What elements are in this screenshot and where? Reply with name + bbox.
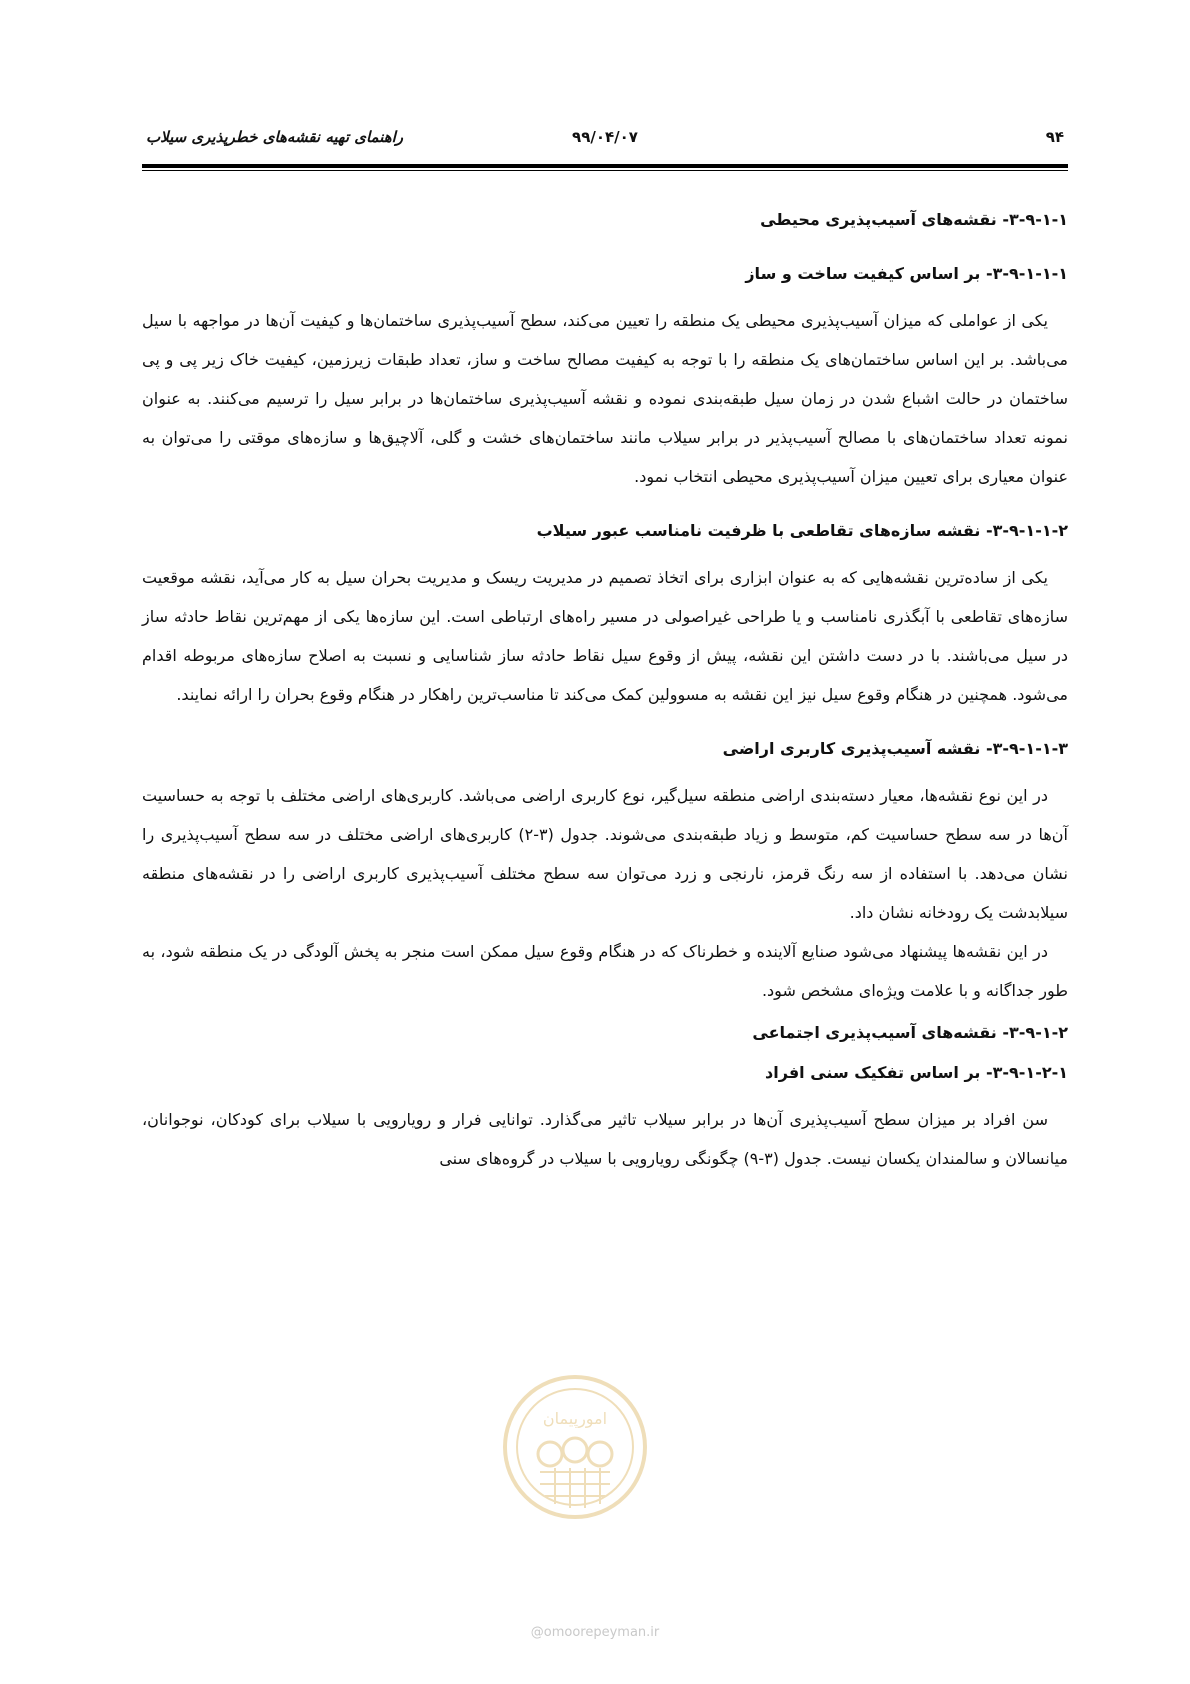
header-title: راهنمای تهیه نقشه‌های خطرپذیری سیلاب <box>146 128 404 146</box>
watermark-url: @omoorepeyman.ir <box>530 1625 660 1640</box>
section-heading: ۳-۹-۱-۲- نقشه‌های آسیب‌پذیری اجتماعی <box>752 1023 1068 1042</box>
subsection-heading: ۳-۹-۱-۱-۱- بر اساس کیفیت ساخت و ساز <box>745 264 1068 283</box>
paragraph: در این نوع نقشه‌ها، معیار دسته‌بندی اراضی منطقه سیل‌گیر، نوع کاربری اراضی می‌باشد. کاربری‌های اراضی مختلف با توجه به حساسیت آن‌ها در سه سطح حساسیت کم، متوسط و زیاد طبقه‌بندی می‌شوند. جدول (۳-۲) کاربری‌های اراضی مختلف در سه سطح آسیب‌پذیری را نشان می‌دهد. با استفاده از سه رنگ قرمز، نارنجی و زرد می‌توان سه سطح مختلف آسیب‌پذیری کاربری اراضی را در نقشه‌های منطقه سیلابدشت یک رودخانه نشان داد. <box>142 786 1069 922</box>
subsection-heading: ۳-۹-۱-۱-۳- نقشه آسیب‌پذیری کاربری اراضی <box>722 739 1068 758</box>
paragraph: یکی از ساده‌ترین نقشه‌هایی که به عنوان ابزاری برای اتخاذ تصمیم در مدیریت ریسک و مدیریت بحران سیل به کار می‌آید، نقشه موقعیت سازه‌های تقاطعی با آبگذری نامناسب و یا طراحی غیراصولی در مسیر راه‌های ارتباطی است. این سازه‌ها یکی از مهم‌ترین نقاط حادثه ساز در سیل می‌باشند. با در دست داشتن این نقشه، پیش از وقوع سیل نقاط حادثه ساز شناسایی و نسبت به اصلاح سازه‌های مربوطه اقدام می‌شود. همچنین در هنگام وقوع سیل نیز این نقشه به مسوولین کمک می‌کند تا مناسب‌ترین راهکار در هنگام وقوع بحران را ارائه نمایند. <box>142 568 1068 704</box>
header-rule-thin <box>142 170 1068 171</box>
section-heading: ۳-۹-۱-۱- نقشه‌های آسیب‌پذیری محیطی <box>760 210 1068 229</box>
paragraph: یکی از عواملی که میزان آسیب‌پذیری محیطی یک منطقه را تعیین می‌کند، سطح آسیب‌پذیری ساختمان‌ها و کیفیت آن‌ها در مواجهه با سیل می‌باشد. بر این اساس ساختمان‌های یک منطقه را با توجه به کیفیت مصالح ساخت و ساز، تعداد طبقات زیرزمین، کیفیت خاک زیر پی و پی ساختمان در حالت اشباع شدن در زمان سیل طبقه‌بندی نموده و نقشه آسیب‌پذیری ساختمان‌ها در برابر سیل را ترسیم می‌کنند. به عنوان نمونه تعداد ساختمان‌های با مصالح آسیب‌پذیر در برابر سیلاب مانند ساختمان‌های خشت و گلی، آلاچیق‌ها و سازه‌های موقتی را می‌توان به عنوان معیاری برای تعیین میزان آسیب‌پذیری محیطی انتخاب نمود. <box>142 311 1068 486</box>
paragraph: در این نقشه‌ها پیشنهاد می‌شود صنایع آلاینده و خطرناک که در هنگام وقوع سیل ممکن است منجر به پخش آلودگی در یک منطقه شود، به طور جداگانه و با علامت ویژه‌ای مشخص شود. <box>142 942 1068 1000</box>
page-header <box>142 120 1068 150</box>
subsection-heading: ۳-۹-۱-۲-۱- بر اساس تفکیک سنی افراد <box>765 1063 1068 1082</box>
document-body <box>142 205 1068 1178</box>
header-rule-thick <box>142 164 1068 168</box>
watermark-logo-text: امورپیمان <box>542 1409 608 1428</box>
subsection-heading: ۳-۹-۱-۱-۲- نقشه سازه‌های تقاطعی با ظرفیت نامناسب عبور سیلاب <box>536 521 1068 540</box>
paragraph: سن افراد بر میزان سطح آسیب‌پذیری آن‌ها در برابر سیلاب تاثیر می‌گذارد. توانایی فرار و رویارویی با سیلاب برای کودکان، نوجوانان، میانسالان و سالمندان یکسان نیست. جدول (۳-۹) چگونگی رویارویی با سیلاب در گروه‌های سنی <box>142 1110 1068 1168</box>
watermark-logo-icon <box>500 1372 650 1522</box>
header-date: ۹۹/۰۴/۰۷ <box>572 128 638 146</box>
page-number: ۹۴ <box>1045 128 1064 146</box>
